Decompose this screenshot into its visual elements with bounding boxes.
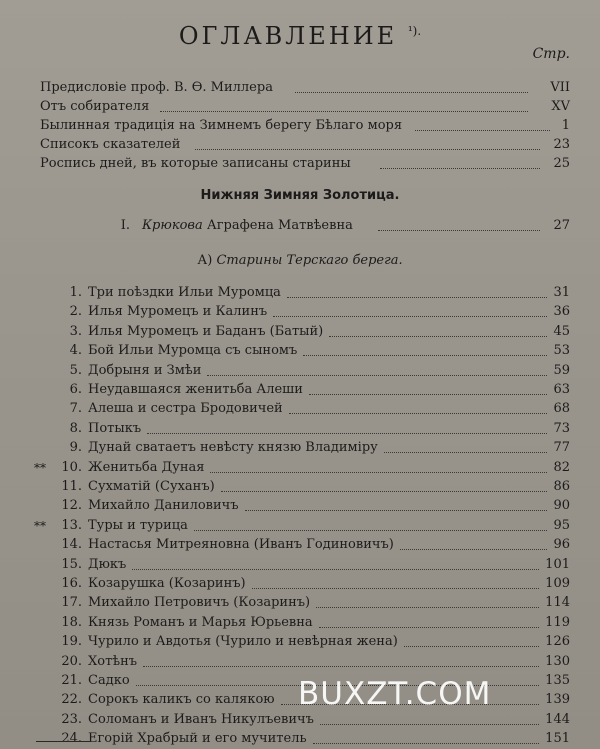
- footnote-rule: [36, 741, 91, 742]
- entry-page: 95: [553, 517, 570, 533]
- entry-mark: **: [34, 518, 46, 533]
- section-heading: Нижняя Зимняя Золотица.: [200, 188, 400, 203]
- entry-number: 22.: [61, 692, 82, 708]
- entry-title: Три поѣздки Ильи Муромца: [88, 285, 281, 300]
- leader-dots: [404, 646, 539, 647]
- toc-entry-row: [0, 438, 600, 458]
- entry-page: 119: [545, 614, 570, 630]
- entry-title: Дунай сватаетъ невѣсту князю Владиміру: [88, 440, 378, 456]
- entry-title: Михайло Петровичъ (Козаринъ): [88, 595, 311, 611]
- leader-dots: [378, 230, 540, 231]
- entry-title: Туры и турица: [88, 517, 188, 533]
- toc-entry-row: [0, 496, 600, 516]
- toc-entry-row: [0, 535, 600, 555]
- leader-dots: [415, 130, 550, 131]
- entry-title: Егорій Храбрый и его мучитель: [88, 731, 307, 747]
- toc-entry-row: [0, 380, 600, 400]
- toc-entry-row: [0, 555, 600, 575]
- entry-title: Козарушка (Козаринъ): [88, 576, 246, 591]
- toc-row-page: 23: [553, 137, 570, 152]
- leader-dots: [160, 111, 528, 112]
- narrator-surname: Крюкова: [142, 218, 203, 233]
- entry-number: 13.: [61, 517, 82, 533]
- entry-number: 12.: [61, 498, 82, 514]
- entry-title: Илья Муромецъ и Баданъ (Батый): [88, 323, 324, 339]
- narrator-row: [0, 216, 600, 236]
- leader-dots: [313, 743, 539, 744]
- toc-entry-row: [0, 516, 600, 536]
- entry-page: 151: [545, 731, 570, 747]
- toc-entry-row: [0, 710, 600, 730]
- toc-entry-row: [0, 477, 600, 497]
- toc-row-text: Роспись дней, въ которые записаны старины: [40, 156, 351, 171]
- leader-dots: [132, 569, 539, 570]
- leader-dots: [221, 491, 547, 492]
- entry-title: Алеша и сестра Бродовичей: [88, 401, 283, 417]
- entry-page: 109: [545, 576, 570, 591]
- entry-title: Михайло Даниловичъ: [88, 498, 239, 514]
- entry-page: 73: [553, 420, 570, 436]
- entry-title: Потыкъ: [88, 420, 142, 436]
- leader-dots: [295, 92, 528, 93]
- entry-title: Илья Муромецъ и Калинъ: [88, 304, 268, 320]
- leader-dots: [147, 433, 547, 434]
- entry-title: Добрыня и Змѣи: [88, 362, 202, 378]
- page-column-header: Стр.: [532, 46, 570, 62]
- toc-entry-row: [0, 632, 600, 652]
- subsection-text: Старины Терскаго берега.: [216, 253, 403, 268]
- entry-title: Сорокъ каликъ со калякою: [88, 692, 275, 708]
- watermark-text: BUXZT.COM: [298, 676, 492, 712]
- entry-number: 21.: [61, 673, 82, 688]
- entry-title: Бой Ильи Муромца съ сыномъ: [88, 343, 298, 359]
- entry-number: 1.: [69, 285, 82, 300]
- entry-page: 53: [553, 343, 570, 359]
- toc-row: [0, 116, 600, 136]
- entry-number: 16.: [61, 576, 82, 591]
- toc-entry-row: [0, 593, 600, 613]
- toc-entry-row: [0, 652, 600, 672]
- toc-entry-row: [0, 341, 600, 361]
- leader-dots: [303, 355, 547, 356]
- entry-number: 6.: [69, 382, 82, 397]
- leader-dots: [252, 588, 539, 589]
- narrator-page: 27: [553, 218, 570, 233]
- leader-dots: [210, 472, 547, 473]
- leader-dots: [329, 336, 547, 337]
- entry-number: 4.: [69, 343, 82, 359]
- title-text: ОГЛАВЛЕНИЕ: [178, 22, 398, 50]
- toc-entry-row: [0, 419, 600, 439]
- leader-dots: [320, 724, 539, 725]
- narrator-name: [142, 216, 353, 236]
- entry-mark: **: [34, 460, 46, 475]
- entry-title: Неудавшаяся женитьба Алеши: [88, 382, 303, 397]
- toc-row: [0, 97, 600, 117]
- entry-number: 11.: [61, 479, 82, 494]
- entry-page: 126: [545, 634, 570, 650]
- leader-dots: [207, 375, 547, 376]
- subsection-prefix: А): [197, 253, 213, 268]
- leader-dots: [273, 316, 547, 317]
- entry-page: 31: [553, 285, 570, 300]
- leader-dots: [384, 452, 547, 453]
- entry-title: Чурило и Авдотья (Чурило и невѣрная жена): [88, 634, 398, 650]
- leader-dots: [289, 413, 547, 414]
- entry-title: Настасья Митреяновна (Иванъ Годиновичъ): [88, 537, 394, 553]
- entry-title: Садко: [88, 673, 130, 688]
- entry-number: 7.: [69, 401, 82, 417]
- subsection-heading: [0, 253, 600, 268]
- entry-title: Князь Романъ и Марья Юрьевна: [88, 614, 313, 630]
- toc-row-page: 25: [553, 156, 570, 171]
- toc-entry-row: [0, 613, 600, 633]
- entry-number: 9.: [69, 440, 82, 456]
- entry-number: 5.: [69, 362, 82, 378]
- entry-page: 82: [553, 459, 570, 475]
- entry-page: 135: [545, 673, 570, 688]
- toc-row-page: XV: [551, 99, 570, 114]
- entry-page: 139: [545, 692, 570, 708]
- toc-row: [0, 78, 600, 98]
- entry-number: 15.: [61, 556, 82, 572]
- toc-row-text: Отъ собирателя: [40, 99, 150, 114]
- toc-row-page: VII: [550, 80, 570, 95]
- leader-dots: [400, 549, 547, 550]
- entry-title: Соломанъ и Иванъ Никулъевичъ: [88, 711, 314, 727]
- toc-entry-row: [0, 302, 600, 322]
- entry-title: Хотѣнъ: [88, 653, 138, 669]
- entry-page: 68: [553, 401, 570, 417]
- leader-dots: [380, 168, 540, 169]
- entry-number: 23.: [61, 711, 82, 727]
- leader-dots: [319, 627, 539, 628]
- leader-dots: [245, 510, 547, 511]
- entry-page: 90: [553, 498, 570, 514]
- entry-page: 45: [553, 323, 570, 339]
- toc-row-page: 1: [561, 118, 570, 133]
- entry-page: 63: [553, 382, 570, 397]
- leader-dots: [143, 666, 539, 667]
- entry-page: 144: [545, 711, 570, 727]
- narrator-num: I.: [120, 218, 130, 233]
- entry-page: 130: [545, 653, 570, 669]
- toc-entry-row: [0, 729, 600, 749]
- toc-entry-row: [0, 361, 600, 381]
- entry-number: 17.: [61, 595, 82, 611]
- entry-number: 14.: [61, 537, 82, 553]
- entry-page: 59: [553, 362, 570, 378]
- entry-number: 18.: [61, 614, 82, 630]
- leader-dots: [194, 530, 547, 531]
- entry-title: Женитьба Дуная: [88, 459, 205, 475]
- toc-entry-row: [0, 399, 600, 419]
- entry-number: 24.: [61, 731, 82, 747]
- entry-number: 3.: [69, 323, 82, 339]
- leader-dots: [287, 297, 547, 298]
- entry-number: 8.: [69, 420, 82, 436]
- entry-number: 10.: [61, 459, 82, 475]
- toc-entry-row: [0, 283, 600, 303]
- entry-number: 2.: [69, 304, 82, 320]
- toc-entry-row: [0, 458, 600, 478]
- toc-row: [0, 135, 600, 155]
- entry-page: 96: [553, 537, 570, 553]
- toc-row: [0, 154, 600, 174]
- toc-entry-row: [0, 322, 600, 342]
- entry-page: 114: [545, 595, 570, 611]
- entry-title: Сухматій (Суханъ): [88, 479, 215, 494]
- entry-number: 20.: [61, 653, 82, 669]
- toc-entry-row: [0, 574, 600, 594]
- toc-row-text: Предисловіе проф. В. Ѳ. Миллера: [40, 80, 273, 95]
- entry-page: 86: [553, 479, 570, 494]
- toc-row-text: Списокъ сказателей: [40, 137, 181, 152]
- page-title: [0, 22, 600, 50]
- entry-page: 77: [553, 440, 570, 456]
- title-footnote-mark: ¹).: [407, 24, 422, 38]
- entry-title: Дюкъ: [88, 556, 127, 572]
- toc-row-text: Былинная традиція на Зимнемъ берегу Бѣлаго моря: [40, 118, 403, 133]
- entry-number: 19.: [61, 634, 82, 650]
- leader-dots: [316, 607, 539, 608]
- entry-page: 36: [553, 304, 570, 320]
- leader-dots: [195, 149, 540, 150]
- narrator-given-names: Аграфена Матвѣевна: [206, 218, 353, 233]
- entry-page: 101: [545, 556, 570, 572]
- leader-dots: [309, 394, 547, 395]
